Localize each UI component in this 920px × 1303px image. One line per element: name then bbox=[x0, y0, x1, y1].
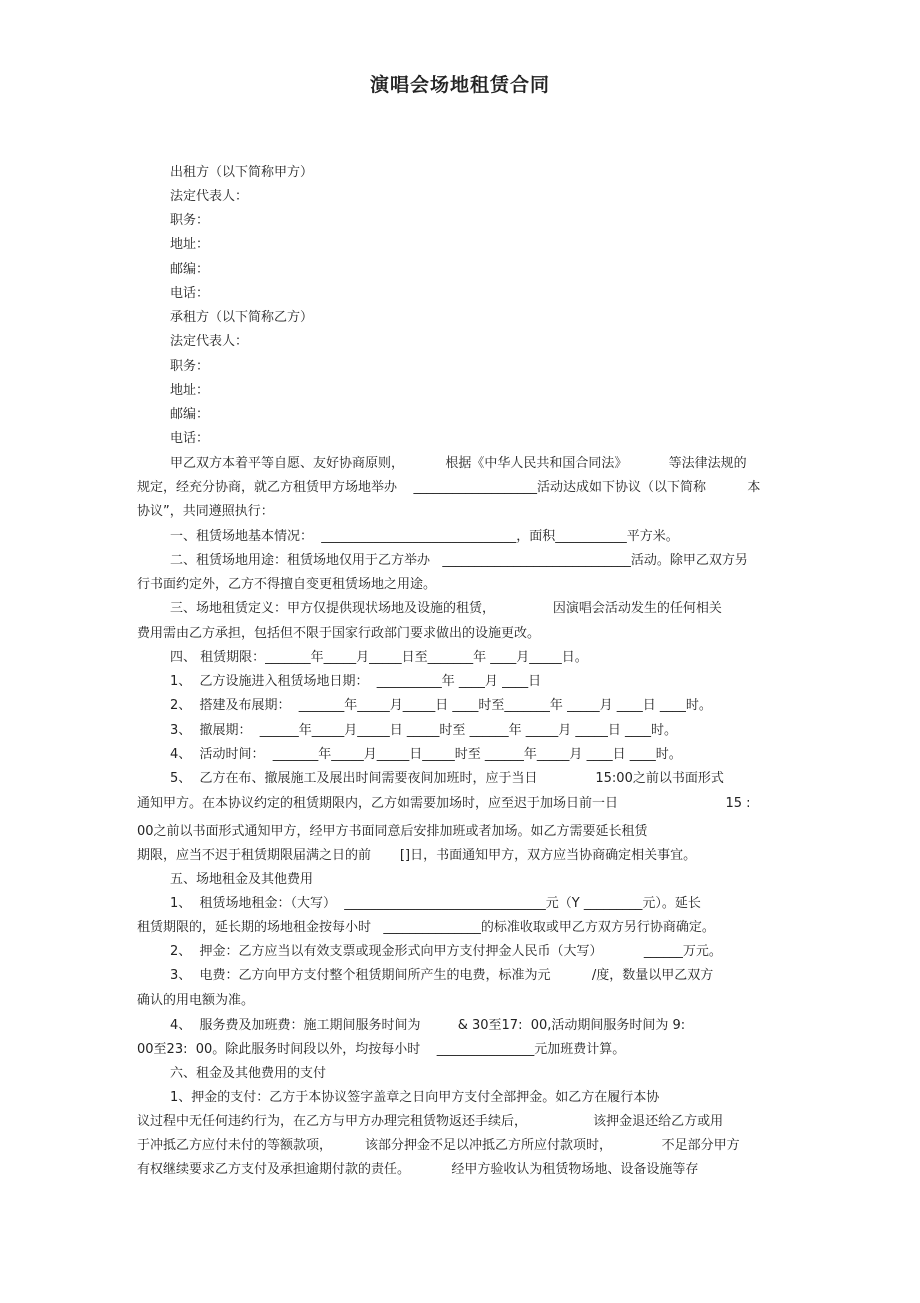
lessor-heading: 出租方（以下简称甲方） bbox=[170, 165, 314, 180]
clause-5-item-2: 2、 押金：乙方应当以有效支票或现金形式向甲方支付押金人民币（大写） ______万元。 bbox=[170, 944, 722, 959]
lessee-position: 职务： bbox=[170, 359, 210, 374]
lessor-legal-rep: 法定代表人： bbox=[170, 189, 249, 204]
clause-5-item-1-line-2: 租赁期限的，延长期的场地租金按每小时 _______________的标准收取或甲乙方双方另行协商确定。 bbox=[137, 920, 715, 935]
clause-5-item-4-line-1: 4、 服务费及加班费：施工期间服务时间为 & 30至17: 00,活动期间服务时间为 9: bbox=[170, 1018, 686, 1033]
lessor-postcode: 邮编： bbox=[170, 262, 210, 277]
lessee-address: 地址： bbox=[170, 383, 210, 398]
clause-5-item-3-line-2: 确认的用电额为准。 bbox=[137, 993, 255, 1008]
clause-5-item-4-line-2: 00至23: 00。除此服务时间段以外，均按每小时 _______________元加班费计算。 bbox=[137, 1042, 626, 1057]
lessor-position: 职务： bbox=[170, 213, 210, 228]
lessee-phone: 电话： bbox=[170, 431, 210, 446]
clause-4-item-2: 2、 搭建及布展期： _______年_____月_____日 ____时至_______年 _____月 ____日 ____时。 bbox=[170, 698, 712, 713]
preamble-line-3: 协议”，共同遵照执行： bbox=[137, 504, 274, 519]
clause-4-item-5-line-1: 5、 乙方在布、撤展施工及展出时间需要夜间加班时，应于当日 15:00之前以书面形式 bbox=[170, 771, 724, 786]
document-title: 演唱会场地租赁合同 bbox=[369, 74, 550, 96]
clause-6-item-1-line-2: 议过程中无任何违约行为，在乙方与甲方办理完租赁物返还手续后， 该押金退还给乙方或用 bbox=[137, 1114, 724, 1129]
clause-6-item-1-line-4: 有权继续要求乙方支付及承担逾期付款的责任。 经甲方验收认为租赁物场地、设备设施等存 bbox=[137, 1162, 699, 1177]
preamble-line-1: 甲乙双方本着平等自愿、友好协商原则， 根据《中华人民共和国合同法》 等法律法规的 bbox=[170, 456, 747, 471]
lessor-address: 地址： bbox=[170, 237, 210, 252]
preamble-line-2: 规定，经充分协商，就乙方租赁甲方场地举办 ___________________活动达成如下协议（以下简称 本 bbox=[137, 480, 761, 495]
clause-5-heading: 五、场地租金及其他费用 bbox=[170, 872, 314, 887]
lessor-phone: 电话： bbox=[170, 286, 210, 301]
clause-4-item-5-line-2: 通知甲方。在本协议约定的租赁期限内，乙方如需要加场时，应至迟于加场日前一日 15 : bbox=[137, 796, 751, 811]
clause-4-item-5-line-4: 期限，应当不迟于租赁期限届满之日的前 []日，书面通知甲方，双方应当协商确定相关事宜。 bbox=[137, 848, 697, 863]
clause-4-item-3: 3、 撤展期： ______年_____月_____日 _____时至 ______年 _____月 _____日 ____时。 bbox=[170, 723, 677, 738]
clause-6-item-1-line-1: 1、押金的支付：乙方于本协议签字盖章之日向甲方支付全部押金。如乙方在履行本协 bbox=[170, 1090, 660, 1105]
clause-5-item-3-line-1: 3、 电费：乙方向甲方支付整个租赁期间所产生的电费，标准为元 /度，数量以甲乙双方 bbox=[170, 968, 714, 983]
clause-1: 一、租赁场地基本情况： ______________________________，面积___________平方米。 bbox=[170, 529, 679, 544]
clause-4-heading: 四、 租赁期限：_______年_____月_____日至_______年 ____月_____日。 bbox=[170, 650, 588, 665]
lessee-postcode: 邮编： bbox=[170, 407, 210, 422]
clause-4-item-5-line-3: 00之前以书面形式通知甲方，经甲方书面同意后安排加班或者加场。如乙方需要延长租赁 bbox=[137, 824, 648, 839]
clause-4-item-1: 1、 乙方设施进入租赁场地日期： __________年 ____月 ____日 bbox=[170, 674, 542, 689]
clause-6-heading: 六、租金及其他费用的支付 bbox=[170, 1066, 327, 1081]
clause-2-line-2: 行书面约定外，乙方不得擅自变更租赁场地之用途。 bbox=[137, 577, 437, 592]
lessee-legal-rep: 法定代表人： bbox=[170, 334, 249, 349]
clause-3-line-2: 费用需由乙方承担，包括但不限于国家行政部门要求做出的设施更改。 bbox=[137, 626, 541, 641]
clause-2-line-1: 二、租赁场地用途：租赁场地仅用于乙方举办 _____________________________活动。除甲乙双方另 bbox=[170, 553, 748, 568]
clause-4-item-4: 4、 活动时间： _______年_____月_____日_____时至 ______年_____月 ____日 ____时。 bbox=[170, 747, 682, 762]
clause-3-line-1: 三、场地租赁定义：甲方仅提供现状场地及设施的租赁， 因演唱会活动发生的任何相关 bbox=[170, 601, 722, 616]
clause-6-item-1-line-3: 于冲抵乙方应付未付的等额款项， 该部分押金不足以冲抵乙方所应付款项时， 不足部分甲方 bbox=[137, 1138, 740, 1153]
clause-5-item-1-line-1: 1、 租赁场地租金：（大写） _______________________________元（Y _________元）。延长 bbox=[170, 896, 701, 911]
lessee-heading: 承租方（以下简称乙方） bbox=[170, 310, 314, 325]
